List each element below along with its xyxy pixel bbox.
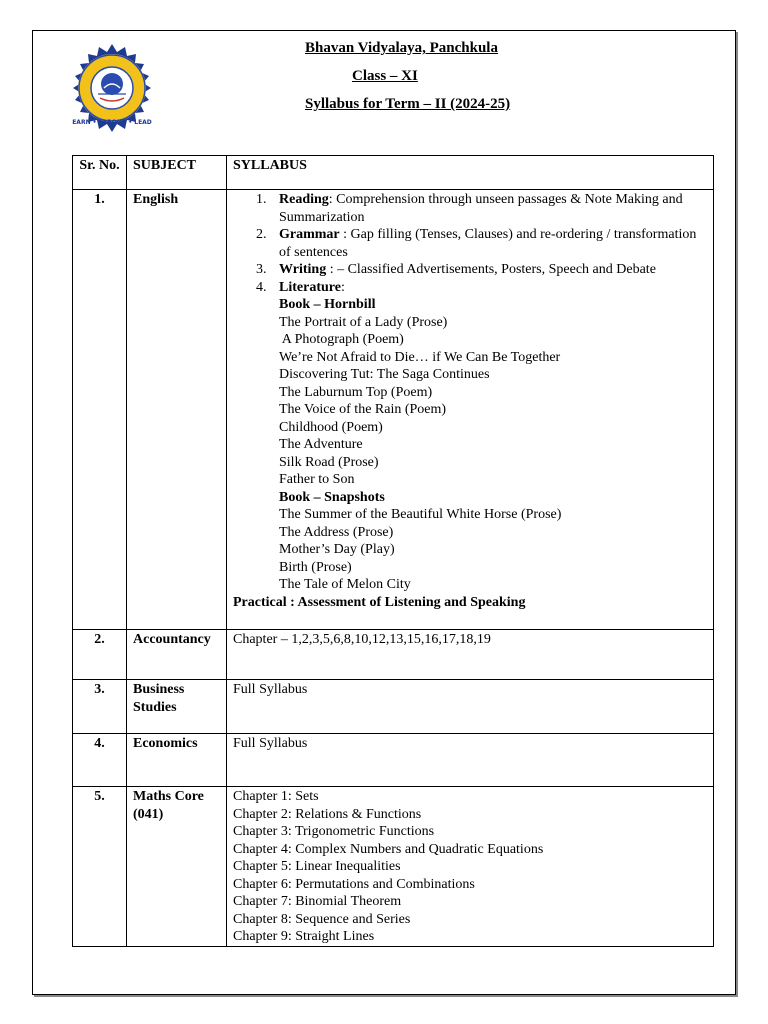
- chapter-item: Mother’s Day (Play): [279, 542, 395, 557]
- chapter-item: The Laburnum Top (Poem): [279, 384, 433, 400]
- sr-cell: 1.: [73, 190, 127, 630]
- sr-cell: 2.: [73, 630, 127, 680]
- chapter-item: Chapter 3: Trigonometric Functions: [233, 824, 435, 839]
- syllabus-cell: [227, 787, 714, 947]
- chapter-item: The Portrait of a Lady (Prose): [279, 314, 448, 330]
- school-name: Bhavan Vidyalaya, Panchkula: [305, 40, 498, 56]
- list-item: Writing : – Classified Advertisements, Posters, Speech and Debate: [279, 262, 656, 277]
- chapter-item: Chapter 4: Complex Numbers and Quadratic Equations: [233, 841, 544, 857]
- header-sr: Sr. No.: [73, 156, 127, 190]
- chapter-item: Silk Road (Prose): [279, 454, 379, 470]
- chapter-item: Chapter 8: Sequence and Series: [233, 911, 411, 927]
- table-row-english: [73, 190, 714, 630]
- subject-cell: Maths Core (041): [127, 787, 227, 947]
- syllabus-cell: Full Syllabus: [227, 680, 714, 734]
- chapter-item: Chapter 9: Straight Lines: [233, 929, 375, 944]
- chapter-item: The Voice of the Rain (Poem): [279, 402, 447, 417]
- table-row-business-studies: [73, 680, 714, 734]
- syllabus-cell: Full Syllabus: [227, 734, 714, 787]
- table-row-economics: [73, 734, 714, 787]
- syllabus-title: Syllabus for Term – II (2024-25): [305, 96, 511, 112]
- chapter-item: We’re Not Afraid to Die… if We Can Be Together: [279, 349, 561, 365]
- english-items: [233, 191, 707, 594]
- header-syllabus: SYLLABUS: [227, 156, 714, 190]
- chapter-item: The Tale of Melon City: [279, 577, 411, 592]
- chapter-item: Father to Son: [279, 472, 355, 487]
- sr-cell: 5.: [73, 787, 127, 947]
- table-row-maths: [73, 787, 714, 947]
- header-subject: SUBJECT: [127, 156, 227, 190]
- book-title: Book – Snapshots: [279, 489, 385, 505]
- chapter-item: Discovering Tut: The Saga Continues: [279, 367, 490, 382]
- subject-cell: Economics: [127, 734, 227, 787]
- subject-cell: Business Studies: [127, 680, 227, 734]
- svg-text:EARN • LABOUR • LEAD: EARN • LABOUR • LEAD: [72, 119, 152, 126]
- chapter-item: Childhood (Poem): [279, 419, 383, 435]
- chapter-item: The Adventure: [279, 437, 363, 452]
- chapter-item: Chapter 5: Linear Inequalities: [233, 859, 401, 874]
- chapter-item: The Summer of the Beautiful White Horse (Prose): [279, 507, 562, 522]
- chapter-item: Chapter 2: Relations & Functions: [233, 806, 422, 822]
- chapter-item: Birth (Prose): [279, 559, 352, 575]
- book-title: Book – Hornbill: [279, 297, 376, 312]
- chapter-item: Chapter 1: Sets: [233, 789, 319, 804]
- table-row-accountancy: [73, 630, 714, 680]
- class-title: Class – XI: [352, 68, 418, 84]
- subject-cell: English: [127, 190, 227, 630]
- chapter-item: A Photograph (Poem): [279, 332, 404, 347]
- practical-note: Practical : Assessment of Listening and Speaking: [233, 594, 526, 610]
- syllabus-cell: Chapter – 1,2,3,5,6,8,10,12,13,15,16,17,18,19: [227, 630, 714, 680]
- sr-cell: 3.: [73, 680, 127, 734]
- list-item: Grammar : Gap filling (Tenses, Clauses) and re-ordering / transformation of sentences: [279, 227, 697, 260]
- list-item: Reading: Comprehension through unseen passages & Note Making and Summarization: [279, 192, 683, 225]
- sr-cell: 4.: [73, 734, 127, 787]
- table-header-row: [73, 156, 714, 190]
- list-item: Literature: Book – Hornbill The Portrait of a Lady (Prose) A Photograph (Poem) We’re Not Afraid to Die… if We Can Be Together Discovering Tut: The Saga Continues The Laburnum Top (Poem) The Voice of the Rain (Poem) Childhood (Poem) The Adventure Silk Road (Prose) Father to Son Book – Snapshots The Summer of the Beautiful White Horse (Prose) The Address (Prose) Mother’s Day (Play) Birth (Prose) The Tale of Melon City: [279, 279, 707, 594]
- chapter-item: The Address (Prose): [279, 524, 394, 540]
- school-logo: [68, 44, 156, 132]
- syllabus-table: [72, 155, 714, 947]
- syllabus-cell: [227, 190, 714, 630]
- chapter-item: Chapter 7: Binomial Theorem: [233, 894, 402, 909]
- chapter-item: Chapter 6: Permutations and Combinations: [233, 876, 475, 892]
- subject-cell: Accountancy: [127, 630, 227, 680]
